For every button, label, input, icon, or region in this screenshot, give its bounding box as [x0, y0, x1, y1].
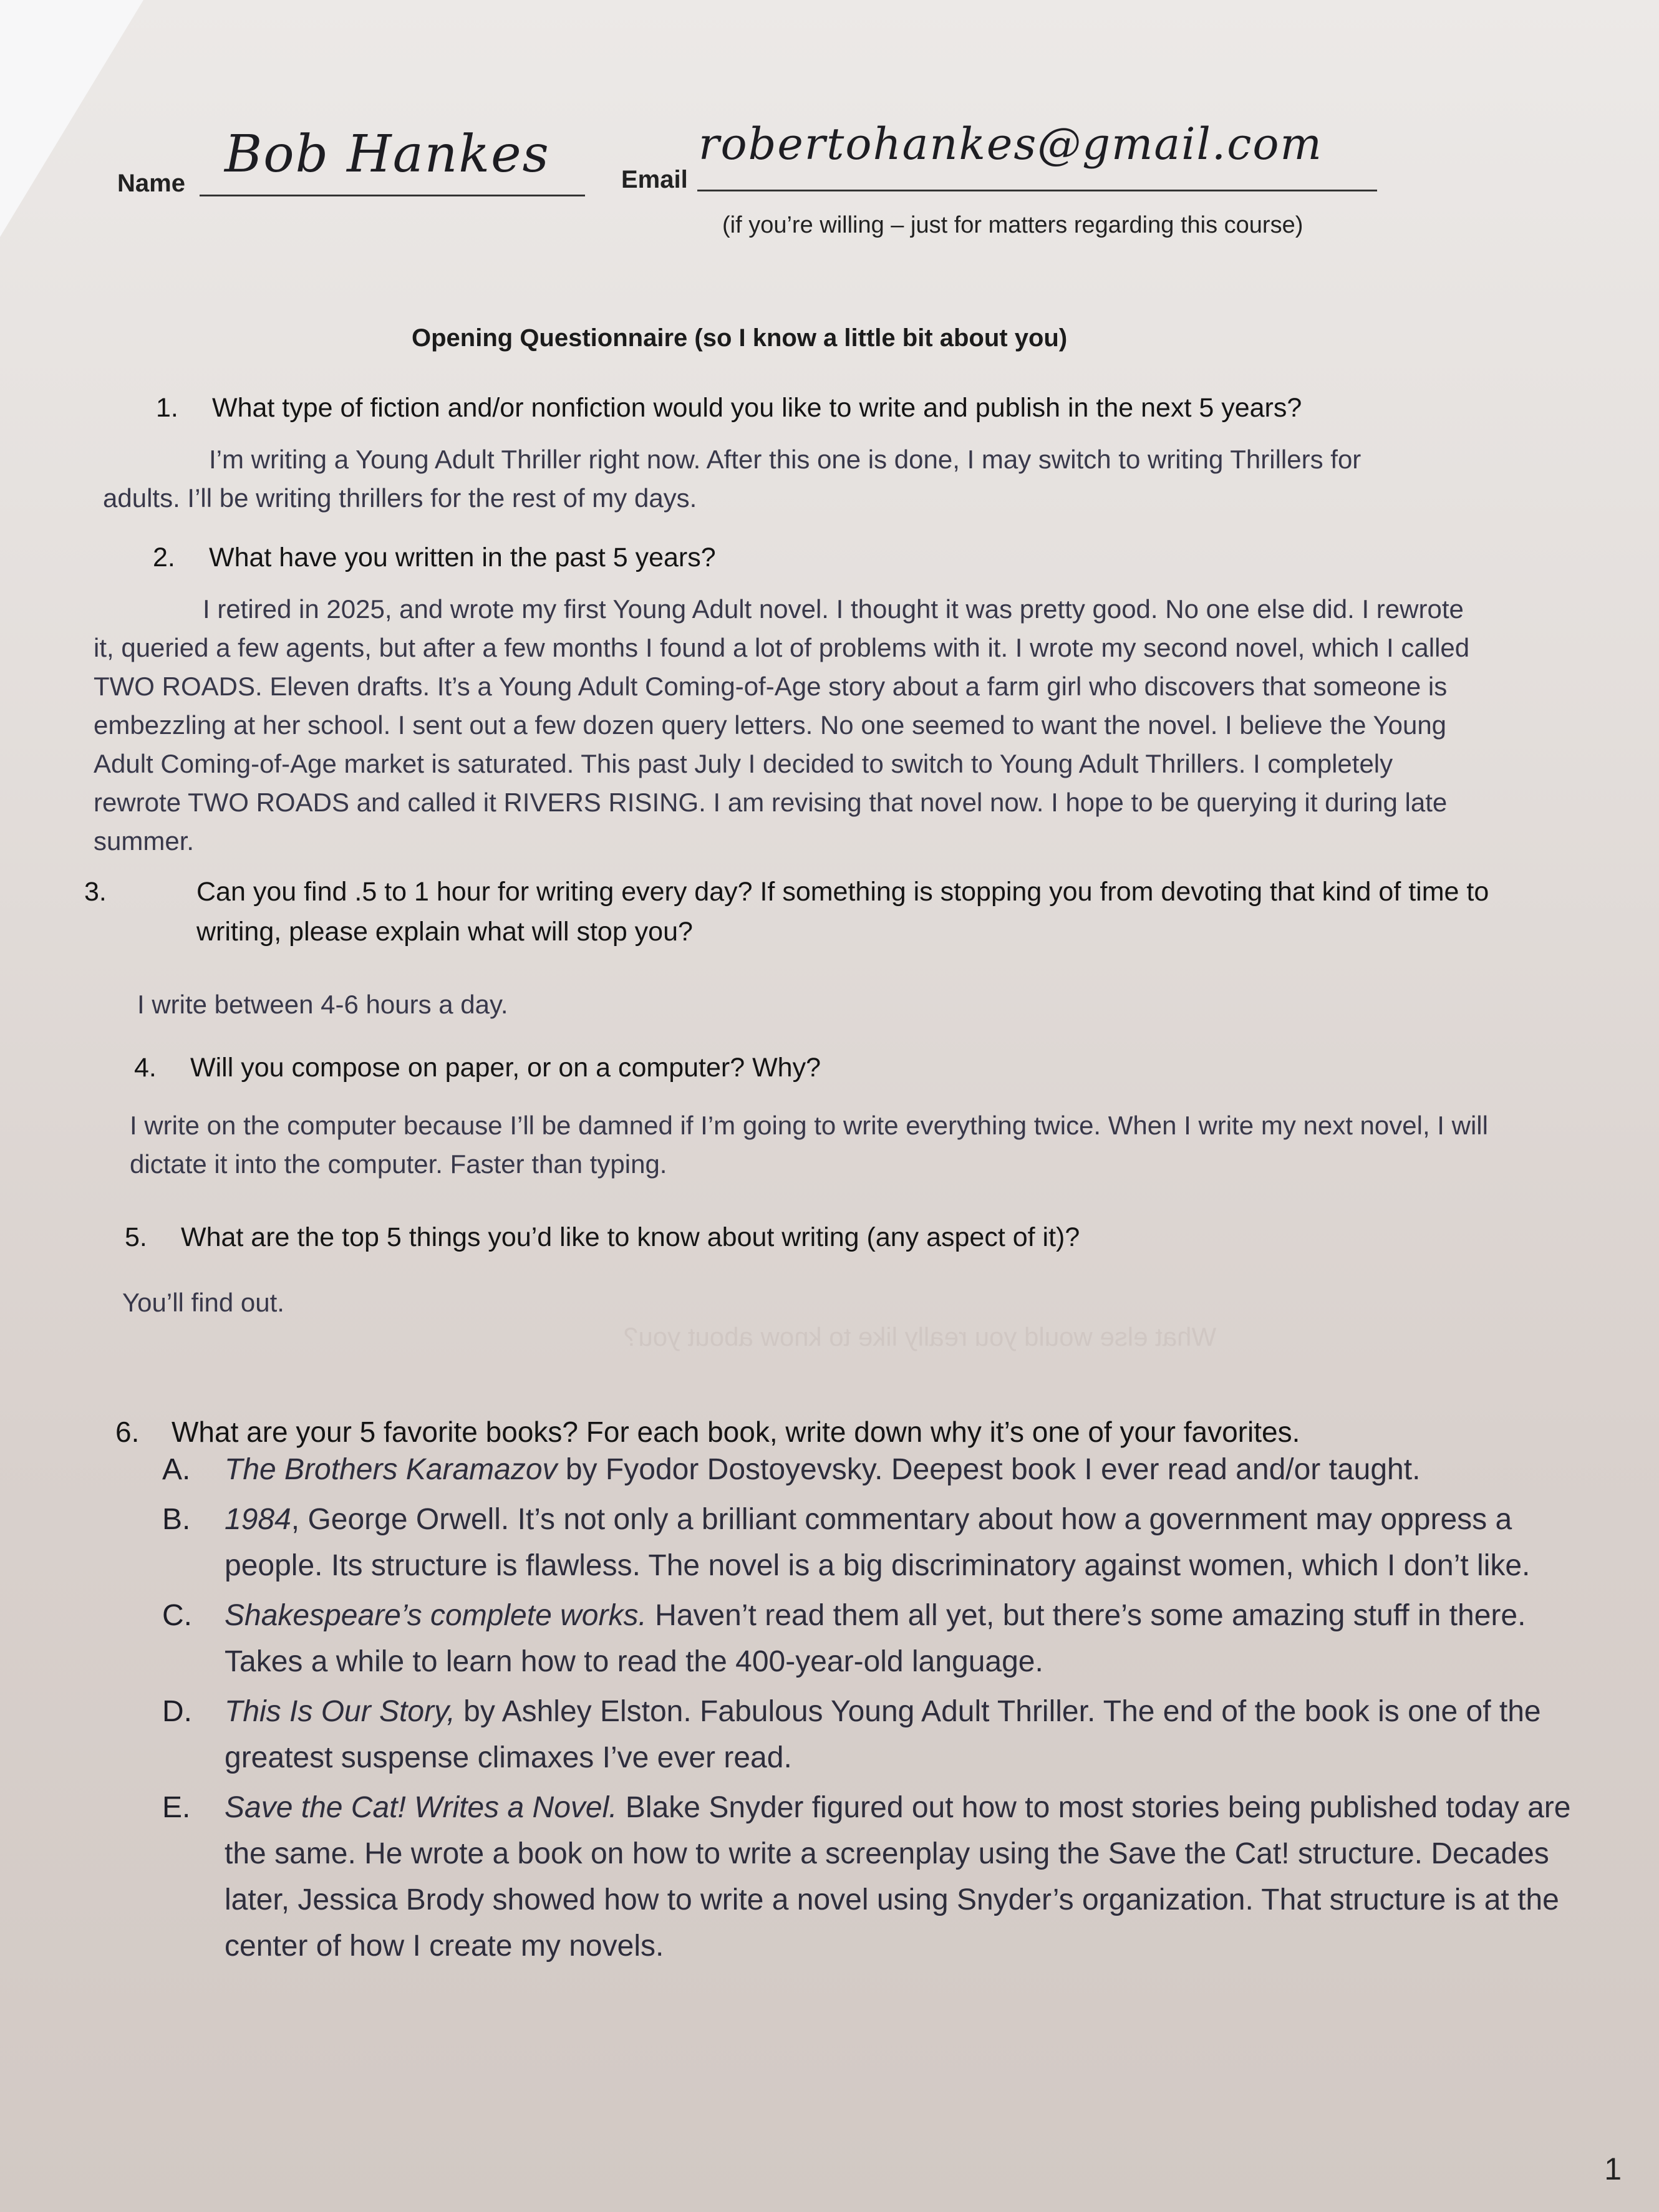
question-number: 5. — [125, 1222, 147, 1252]
question-text: What have you written in the past 5 years? — [209, 543, 716, 572]
show-through-text: What else would you really like to know about you? — [624, 1322, 1217, 1351]
favorite-books-list — [162, 1447, 1584, 1973]
book-item-a — [162, 1447, 1584, 1493]
name-underline — [200, 195, 585, 196]
book-letter: B. — [162, 1503, 191, 1536]
book-item-c — [162, 1593, 1584, 1685]
book-letter: D. — [162, 1695, 192, 1728]
question-text: Can you find .5 to 1 hour for writing every day? If something is stopping you from devoting that kind of time to writing, please explain what will stop you? — [196, 877, 1489, 947]
email-note: (if you’re willing – just for matters regarding this course) — [722, 212, 1304, 238]
question-number: 2. — [153, 543, 175, 572]
header — [0, 0, 1659, 249]
book-title: 1984 — [225, 1503, 291, 1536]
book-comment: by Ashley Elston. Fabulous Young Adult Thriller. The end of the book is one of the greatest suspense climaxes I’ve ever read. — [225, 1695, 1541, 1774]
question-number: 3. — [84, 877, 107, 907]
book-title: Shakespeare’s complete works. — [225, 1599, 647, 1632]
answer-1: I’m writing a Young Adult Thriller right now. After this one is done, I may switch to writing Thrillers for adults. I’ll be writing thrillers for the rest of my days. — [103, 445, 1362, 513]
book-comment: Blake Snyder figured out how to most stories being published today are the same. He wrote a book on how to write a screenplay using the Save the Cat! structure. Decades later, Jessica Brody showed how to write a novel using Snyder’s organization. That structure is at the center of how I create my novels. — [225, 1791, 1571, 1963]
question-1 — [156, 388, 1590, 428]
book-title: The Brothers Karamazov — [225, 1453, 558, 1486]
question-number: 4. — [134, 1053, 157, 1083]
book-comment: Haven’t read them all yet, but there’s some amazing stuff in there. Takes a while to learn how to read the 400-year-old language. — [225, 1599, 1526, 1678]
page-title: Opening Questionnaire (so I know a little bit about you) — [412, 324, 1068, 352]
question-6 — [115, 1412, 1600, 1452]
book-title: Save the Cat! Writes a Novel. — [225, 1791, 617, 1824]
email-handwritten: robertohankes@gmail.com — [699, 118, 1323, 170]
question-5 — [125, 1217, 1559, 1257]
question-text: What type of fiction and/or nonfiction would you like to write and publish in the next 5 years? — [212, 393, 1302, 423]
book-comment: , George Orwell. It’s not only a brilliant commentary about how a government may oppress a people. Its structure is flawless. The novel is a big discriminatory against women, which I don’t like. — [225, 1503, 1531, 1582]
book-letter: A. — [162, 1453, 191, 1486]
question-text: What are your 5 favorite books? For each book, write down why it’s one of your favorites. — [172, 1416, 1300, 1448]
book-item-d — [162, 1689, 1584, 1781]
question-number: 1. — [156, 393, 178, 423]
question-text: Will you compose on paper, or on a computer? Why? — [190, 1053, 821, 1083]
book-comment: by Fyodor Dostoyevsky. Deepest book I ever read and/or taught. — [557, 1453, 1421, 1486]
book-letter: E. — [162, 1791, 191, 1824]
answer-5: You’ll find out. — [122, 1288, 284, 1317]
question-3 — [84, 872, 1556, 952]
answer-3: I write between 4-6 hours a day. — [137, 990, 508, 1019]
name-label: Name — [117, 170, 185, 197]
book-item-e — [162, 1785, 1584, 1969]
email-underline — [697, 190, 1377, 191]
book-title: This Is Our Story, — [225, 1695, 455, 1728]
book-letter: C. — [162, 1599, 192, 1632]
question-4 — [134, 1048, 1569, 1088]
question-2 — [153, 538, 1587, 577]
answer-4: I write on the computer because I’ll be damned if I’m going to write everything twice. When I write my next novel, I will dictate it into the computer. Faster than typing. — [130, 1111, 1488, 1179]
question-number: 6. — [115, 1416, 140, 1448]
page-number: 1 — [1604, 2152, 1622, 2186]
name-handwritten: Bob Hankes — [225, 125, 550, 184]
email-label: Email — [621, 166, 688, 193]
question-text: What are the top 5 things you’d like to know about writing (any aspect of it)? — [181, 1222, 1080, 1252]
book-item-b — [162, 1497, 1584, 1589]
answer-2: I retired in 2025, and wrote my first Young Adult novel. I thought it was pretty good. No one else did. I rewrote it, queried a few agents, but after a few months I found a lot of problems with it. I wrote my second novel, which I called TWO ROADS. Eleven drafts. It’s a Young Adult Coming-of-Age story about a farm girl who discovers that someone is embezzling at her school. I sent out a few dozen query letters. No one seemed to want the novel. I believe the Young Adult Coming-of-Age market is saturated. This past July I decided to switch to Young Adult Thrillers. I completely rewrote TWO ROADS and called it RIVERS RISING. I am revising that novel now. I hope to be querying it during late summer. — [94, 594, 1470, 856]
